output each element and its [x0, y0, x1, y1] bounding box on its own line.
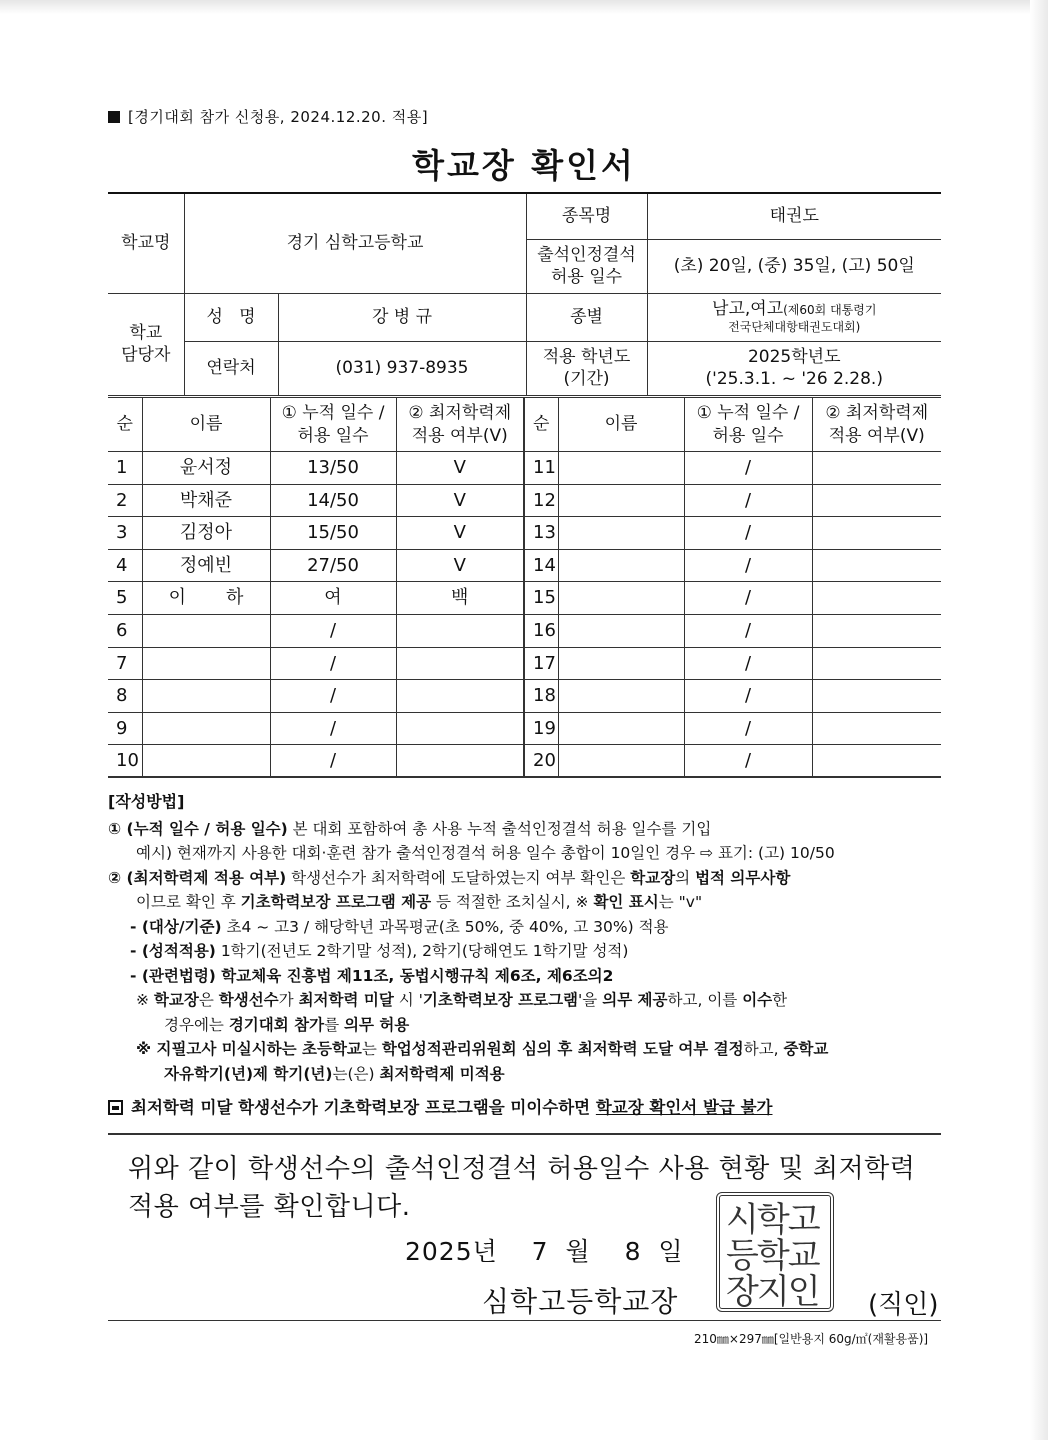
student-name — [142, 614, 270, 647]
student-name — [558, 517, 684, 550]
min-achievement-check — [812, 614, 941, 647]
min-achievement-check: V — [396, 517, 524, 550]
days-used: / — [684, 647, 812, 680]
student-name: 김정아 — [142, 517, 270, 550]
min-achievement-check: 백 — [396, 582, 524, 615]
roster-row — [108, 549, 941, 582]
row-number: 10 — [108, 745, 142, 778]
min-achievement-check — [396, 647, 524, 680]
student-name — [558, 614, 684, 647]
confirmation-date: 2025년 7 월 8 일 — [405, 1237, 684, 1266]
days-used: 14/50 — [270, 484, 396, 517]
student-name — [558, 582, 684, 615]
min-achievement-check — [396, 680, 524, 713]
event-label: 종목명 — [526, 193, 647, 239]
absence-days-label: 출석인정결석 허용 일수 — [526, 239, 647, 293]
arrow-box-icon — [108, 1100, 123, 1115]
instruction-line: 경우에는 경기대회 참가를 의무 허용 — [164, 1015, 410, 1034]
instructions-title: [작성방법] — [108, 792, 185, 811]
row-number: 20 — [524, 745, 558, 778]
roster-row — [108, 452, 941, 485]
instruction-line: - (성적적용) 1학기(전년도 2학기말 성적), 2학기(당해연도 1학기말 성적) — [130, 942, 629, 960]
row-number: 18 — [524, 680, 558, 713]
instruction-line: 자유학기(년)제 학기(년)는(은) 최저학력제 미적용 — [164, 1064, 505, 1083]
student-name — [558, 647, 684, 680]
official-seal-stamp — [716, 1192, 834, 1312]
roster-row — [108, 614, 941, 647]
student-name — [142, 680, 270, 713]
instruction-line: 예시) 현재까지 사용한 대회·훈련 참가 출석인정결석 허용 일수 총합이 10일인 경우 ⇨ 표기: (고) 10/50 — [136, 844, 835, 862]
principal-title: 심학고등학교장 — [482, 1285, 679, 1318]
days-used: / — [684, 517, 812, 550]
roster-header-row — [108, 398, 941, 452]
days-used: / — [270, 680, 396, 713]
absence-days-value: (초) 20일, (중) 35일, (고) 50일 — [647, 239, 941, 293]
min-achievement-check: V — [396, 452, 524, 485]
student-roster-table — [108, 397, 941, 778]
days-used: / — [684, 582, 812, 615]
roster-row — [108, 647, 941, 680]
days-used: / — [684, 484, 812, 517]
days-used: / — [684, 712, 812, 745]
min-achievement-check: V — [396, 484, 524, 517]
manager-label: 학교 담당자 — [108, 293, 184, 395]
row-number: 14 — [524, 549, 558, 582]
student-name: 박채준 — [142, 484, 270, 517]
student-name — [558, 745, 684, 778]
instruction-line: - (관련법령) 학교체육 진흥법 제11조, 동법시행규칙 제6조, 제6조의2 — [130, 966, 614, 985]
col-header-no-2: 순 — [524, 398, 558, 452]
instruction-line: ※ 학교장은 학생선수가 최저학력 미달 시 '기초학력보장 프로그램'을 의무 제공하고, 이를 이수한 — [136, 991, 788, 1009]
confirmation-statement: 위와 같이 학생선수의 출석인정결석 허용일수 사용 현황 및 최저학력 적용 여부를 확인합니다. — [128, 1154, 916, 1222]
col-header-no: 순 — [108, 398, 142, 452]
footer-divider — [108, 1320, 941, 1321]
days-used: / — [684, 745, 812, 778]
student-name — [142, 712, 270, 745]
row-number: 12 — [524, 484, 558, 517]
days-used: 15/50 — [270, 517, 396, 550]
row-number: 19 — [524, 712, 558, 745]
row-number: 8 — [108, 680, 142, 713]
instruction-line: ② (최저학력제 적용 여부) 학생선수가 최저학력에 도달하였는지 여부 확인은 학교장의 법적 의무사항 — [108, 868, 791, 887]
instruction-line: - (대상/기준) 초4 ~ 고3 / 해당학년 과목평균(초 50%, 중 40%, 고 30%) 적용 — [130, 917, 669, 936]
event-value: 태권도 — [647, 193, 941, 239]
school-year-label: 적용 학년도 (기간) — [526, 341, 647, 395]
row-number: 9 — [108, 712, 142, 745]
min-achievement-check — [396, 745, 524, 778]
col-header-min-achievement: ② 최저학력제 적용 여부(V) — [396, 398, 524, 452]
days-used: / — [684, 614, 812, 647]
contact-value: (031) 937-8935 — [278, 341, 526, 395]
row-number: 15 — [524, 582, 558, 615]
min-achievement-check — [812, 452, 941, 485]
student-name — [142, 745, 270, 778]
days-used: / — [684, 549, 812, 582]
student-name — [558, 452, 684, 485]
school-name-label: 학교명 — [108, 193, 184, 293]
min-achievement-check — [812, 647, 941, 680]
manager-name-value: 강 병 규 — [278, 293, 526, 341]
seal-label: (직인) — [868, 1290, 939, 1320]
student-name: 이 하 — [142, 582, 270, 615]
days-used: / — [270, 647, 396, 680]
seal-glyphs: 시학고 등학교 장지인 — [726, 1200, 819, 1312]
row-number: 5 — [108, 582, 142, 615]
roster-row — [108, 712, 941, 745]
days-used: / — [270, 745, 396, 778]
paper-spec: 210㎜×297㎜[일반용지 60g/㎡(재활용품)] — [694, 1332, 929, 1346]
days-used: 13/50 — [270, 452, 396, 485]
row-number: 6 — [108, 614, 142, 647]
contact-label: 연락처 — [184, 341, 278, 395]
days-used: / — [270, 712, 396, 745]
roster-row — [108, 582, 941, 615]
min-achievement-check — [812, 745, 941, 778]
min-achievement-check — [812, 484, 941, 517]
square-bullet-icon — [108, 111, 120, 123]
roster-row — [108, 517, 941, 550]
roster-row — [108, 745, 941, 778]
row-number: 7 — [108, 647, 142, 680]
days-used: / — [684, 680, 812, 713]
student-name — [558, 712, 684, 745]
days-used: 여 — [270, 582, 396, 615]
instruction-line: 이므로 확인 후 기초학력보장 프로그램 제공 등 적절한 조치실시, ※ 확인 표시는 "v" — [136, 893, 703, 911]
roster-row — [108, 680, 941, 713]
days-used: / — [270, 614, 396, 647]
col-header-name-2: 이름 — [558, 398, 684, 452]
min-achievement-check — [812, 549, 941, 582]
document-title: 학교장 확인서 — [412, 146, 636, 185]
min-achievement-check — [396, 614, 524, 647]
final-warning-note: 최저학력 미달 학생선수가 기초학력보장 프로그램을 미이수하면 학교장 확인서 발급 불가 — [108, 1096, 948, 1121]
instruction-line: ① (누적 일수 / 허용 일수) 본 대회 포함하여 총 사용 누적 출석인정결석 허용 일수를 기입 — [108, 819, 712, 838]
student-name: 정예빈 — [142, 549, 270, 582]
section-divider — [108, 1133, 941, 1135]
page-shadow-top — [0, 0, 1048, 14]
days-used: 27/50 — [270, 549, 396, 582]
row-number: 3 — [108, 517, 142, 550]
min-achievement-check — [812, 517, 941, 550]
row-number: 11 — [524, 452, 558, 485]
min-achievement-check — [396, 712, 524, 745]
row-number: 1 — [108, 452, 142, 485]
form-header-note: [경기대회 참가 신청용, 2024.12.20. 적용] — [108, 106, 428, 127]
student-name — [558, 680, 684, 713]
min-achievement-check — [812, 680, 941, 713]
col-header-min-achievement-2: ② 최저학력제 적용 여부(V) — [812, 398, 941, 452]
row-number: 2 — [108, 484, 142, 517]
min-achievement-check — [812, 712, 941, 745]
instructions-section — [108, 790, 948, 1121]
student-name — [558, 549, 684, 582]
min-achievement-check — [812, 582, 941, 615]
col-header-days: ① 누적 일수 / 허용 일수 — [270, 398, 396, 452]
days-used: / — [684, 452, 812, 485]
row-number: 4 — [108, 549, 142, 582]
student-name — [142, 647, 270, 680]
student-name: 윤서정 — [142, 452, 270, 485]
row-number: 13 — [524, 517, 558, 550]
col-header-name: 이름 — [142, 398, 270, 452]
page-shadow-right — [1030, 0, 1048, 1440]
col-header-days-2: ① 누적 일수 / 허용 일수 — [684, 398, 812, 452]
school-year-value: 2025학년도 ('25.3.1. ~ '26 2.28.) — [647, 341, 941, 395]
row-number: 17 — [524, 647, 558, 680]
roster-row — [108, 484, 941, 517]
row-number: 16 — [524, 614, 558, 647]
manager-name-label: 성 명 — [184, 293, 278, 341]
school-name-value: 경기 심학고등학교 — [184, 193, 526, 293]
min-achievement-check: V — [396, 549, 524, 582]
category-value: 남고,여고(제60회 대통령기 전국단체대항태권도대회) — [647, 293, 941, 341]
instruction-line: ※ 지필고사 미실시하는 초등학교는 학업성적관리위원회 심의 후 최저학력 도달 여부 결정하고, 중학교 — [136, 1040, 829, 1058]
school-info-table — [108, 192, 941, 396]
student-name — [558, 484, 684, 517]
category-label: 종별 — [526, 293, 647, 341]
